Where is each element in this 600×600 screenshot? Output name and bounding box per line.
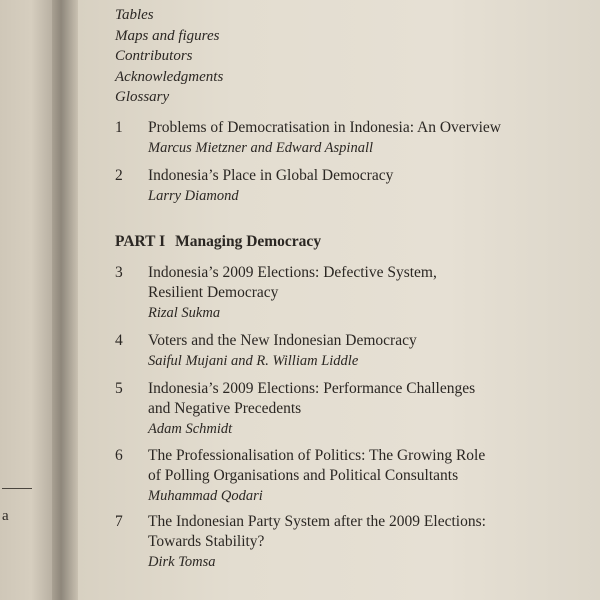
part-heading	[115, 233, 321, 251]
chapter-title-line: The Indonesian Party System after the 2009 Elections:	[148, 513, 486, 530]
front-matter-item: Acknowledgments	[115, 68, 224, 85]
chapter-title-line: Voters and the New Indonesian Democracy	[148, 332, 417, 349]
chapter-number: 3	[115, 264, 123, 281]
chapter-title-line: Indonesia’s Place in Global Democracy	[148, 167, 394, 184]
front-matter-item: Glossary	[115, 89, 170, 105]
chapter-authors: Rizal Sukma	[148, 305, 221, 321]
chapter-title-line: The Professionalisation of Politics: The Growing Role	[148, 447, 486, 464]
chapter-text	[148, 379, 475, 439]
chapter-number: 6	[115, 447, 123, 464]
left-page-rule	[2, 488, 32, 489]
chapter-text	[148, 166, 393, 206]
chapter-number: 7	[115, 513, 123, 530]
left-page-fragment: a	[2, 508, 9, 524]
part-label: PART I	[115, 233, 166, 250]
chapter-number: 4	[115, 332, 123, 349]
chapter-number: 5	[115, 380, 123, 397]
chapter-authors: Muhammad Qodari	[148, 488, 263, 504]
chapter-authors: Adam Schmidt	[148, 421, 233, 437]
book-gutter	[52, 0, 78, 600]
front-matter-item: Tables	[115, 7, 154, 23]
chapter-title-line: Indonesia’s 2009 Elections: Performance Challenges	[148, 380, 476, 397]
chapter-text	[148, 331, 417, 371]
chapter-text	[148, 446, 485, 506]
chapter-authors: Larry Diamond	[148, 188, 239, 204]
chapter-title-line: and Negative Precedents	[148, 400, 302, 417]
chapter-number: 1	[115, 119, 123, 136]
chapter-title-line: Resilient Democracy	[148, 284, 279, 301]
chapter-title-line: Problems of Democratisation in Indonesia: An Overview	[148, 119, 501, 136]
chapter-title-line: Indonesia’s 2009 Elections: Defective System,	[148, 264, 437, 281]
chapter-authors: Marcus Mietzner and Edward Aspinall	[148, 140, 374, 156]
front-matter-item: Maps and figures	[115, 27, 220, 44]
chapter-authors: Saiful Mujani and R. William Liddle	[148, 353, 359, 369]
chapter-text	[148, 263, 437, 323]
chapter-text	[148, 512, 486, 572]
chapter-title-line: of Polling Organisations and Political Consultants	[148, 467, 459, 484]
chapter-text	[148, 118, 501, 158]
chapter-title-line: Towards Stability?	[148, 533, 265, 550]
front-matter-list	[115, 5, 223, 108]
chapter-number: 2	[115, 167, 123, 184]
front-matter-item: Contributors	[115, 48, 193, 64]
part-title: Managing Democracy	[175, 233, 322, 250]
chapter-authors: Dirk Tomsa	[148, 554, 216, 570]
